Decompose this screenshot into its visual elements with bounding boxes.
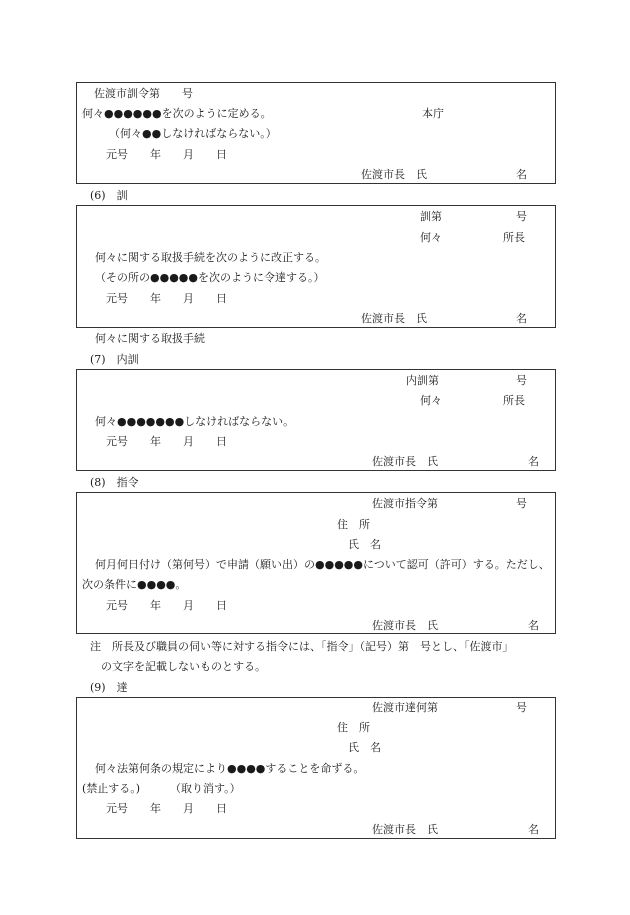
- kun-body-line-1: 何々に関する取扱手続を次のように改正する。: [95, 251, 326, 264]
- signature-name: 名: [528, 455, 539, 468]
- shirei-number: 佐渡市指令第: [372, 497, 438, 510]
- shirei-body-line-1: 何月何日付け（第何号）で申請（願い出）の●●●●●について認可（許可）する。ただし、: [95, 558, 550, 571]
- signature-title: 佐渡市長 氏: [372, 823, 438, 836]
- instruction-note-line: （何々●●しなければならない。）: [109, 127, 277, 140]
- naikun-number: 内訓第: [406, 374, 439, 387]
- tatsu-body-line-2a: (禁止する。): [82, 782, 141, 795]
- shirei-note-line-1: 注 所長及び職員の伺い等に対する指令には、「指令」（記号）第 号とし、「佐渡市」: [90, 640, 514, 653]
- section-heading-7: (7) 内訓: [90, 353, 139, 366]
- recipient-name-label: 氏 名: [348, 741, 381, 754]
- kun-addressee-title: 所長: [503, 231, 525, 244]
- shirei-date: 元号 年 月 日: [106, 599, 227, 612]
- naikun-body-line: 何々●●●●●●●しなければならない。: [95, 415, 295, 428]
- instruction-body-line: 何々●●●●●●を次のように定める。: [82, 107, 272, 120]
- naikun-number-suffix: 号: [516, 374, 527, 387]
- shirei-number-suffix: 号: [516, 497, 527, 510]
- section-heading-9: (9) 達: [90, 681, 128, 694]
- tatsu-number-suffix: 号: [516, 701, 527, 714]
- kun-date: 元号 年 月 日: [106, 292, 227, 305]
- recipient-address-label: 住 所: [337, 721, 370, 734]
- kun-attachment-title: 何々に関する取扱手続: [95, 332, 205, 345]
- instruction-number-line: 佐渡市訓令第 号: [94, 87, 193, 100]
- tatsu-body-line-2b: （取り消す。）: [170, 782, 241, 795]
- section-heading-6: (6) 訓: [90, 189, 128, 202]
- shirei-body-line-2: 次の条件に●●●●。: [82, 578, 187, 591]
- signature-name: 名: [528, 619, 539, 632]
- signature-title: 佐渡市長 氏: [372, 619, 438, 632]
- recipient-address-label: 住 所: [337, 518, 370, 531]
- signature-name: 名: [528, 823, 539, 836]
- signature-title: 佐渡市長 氏: [361, 168, 427, 181]
- section-heading-8: (8) 指令: [90, 476, 139, 489]
- instruction-department: 本庁: [422, 107, 444, 120]
- kun-addressee: 何々: [420, 231, 442, 244]
- kun-number: 訓第: [420, 210, 442, 223]
- naikun-date: 元号 年 月 日: [106, 435, 227, 448]
- signature-title: 佐渡市長 氏: [361, 312, 427, 325]
- tatsu-body-line-1: 何々法第何条の規定により●●●●することを命ずる。: [95, 762, 365, 775]
- recipient-name-label: 氏 名: [348, 538, 381, 551]
- signature-name: 名: [516, 312, 527, 325]
- signature-title: 佐渡市長 氏: [372, 455, 438, 468]
- instruction-date: 元号 年 月 日: [106, 148, 227, 161]
- tatsu-number: 佐渡市達何第: [372, 701, 438, 714]
- kun-form-box: [76, 205, 556, 328]
- shirei-note-line-2: の文字を記載しないものとする。: [101, 660, 266, 673]
- signature-name: 名: [516, 168, 527, 181]
- tatsu-date: 元号 年 月 日: [106, 802, 227, 815]
- naikun-addressee: 何々: [420, 394, 442, 407]
- kun-number-suffix: 号: [516, 210, 527, 223]
- naikun-addressee-title: 所長: [503, 394, 525, 407]
- kun-body-line-2: （その所の●●●●●を次のように令達する。）: [95, 271, 325, 284]
